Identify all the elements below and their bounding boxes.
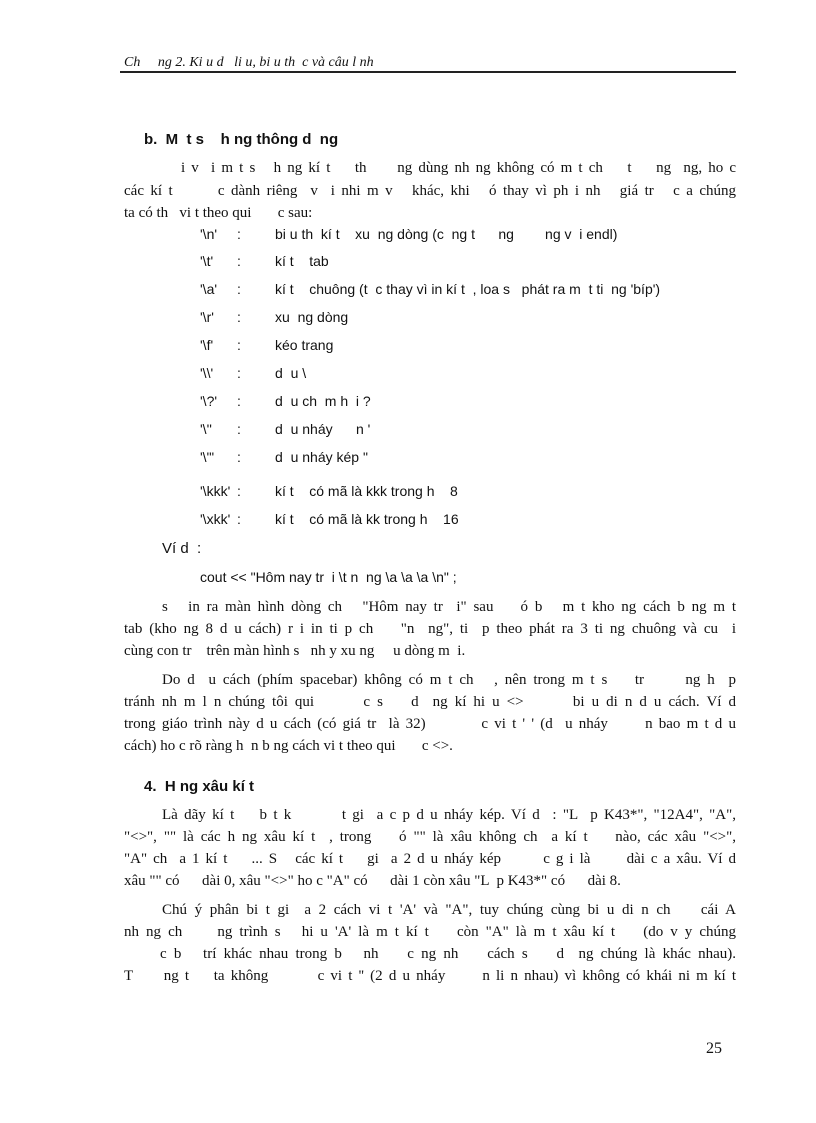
escape-description: bi u th kí t xu ng dòng (c ng t ng ng v i endl) [275, 226, 618, 242]
escape-code: '\?' [200, 393, 218, 409]
escape-description: d u nháy kép " [275, 449, 368, 465]
escape-code: '\\' [200, 365, 214, 381]
escape-colon: : [237, 511, 241, 527]
body-line: tránh nh m l n chúng tôi qui c s d ng kí hi u <> bi u di n d u cách. Ví d [124, 694, 736, 710]
intro-line: i v i m t s h ng kí t th ng dùng nh ng không có m t ch t ng ng, ho c [181, 160, 736, 176]
escape-row [0, 421, 816, 441]
escape-colon: : [237, 365, 241, 381]
body-line: c b trí khác nhau trong b nh c ng nh cách s d ng chúng là khác nhau). [124, 946, 737, 962]
escape-colon: : [237, 483, 241, 499]
escape-row [0, 365, 816, 385]
body-line: Do d u cách (phím spacebar) không có m t ch , nên trong m t s tr ng h p [162, 672, 736, 688]
escape-code: '\"' [200, 449, 215, 465]
escape-code: '\a' [200, 281, 218, 297]
escape-description: kéo trang [275, 337, 334, 353]
escape-code: '\t' [200, 253, 214, 269]
escape-row [0, 483, 816, 503]
escape-code: '\'' [200, 421, 212, 437]
escape-colon: : [237, 226, 241, 242]
escape-row [0, 281, 816, 301]
section-b-heading: b. M t s h ng thông d ng [144, 131, 339, 148]
body-line: trong giáo trình này d u cách (có giá tr là 32) c vi t ' ' (d u nháy n bao m t d u [124, 716, 736, 732]
body-line: Chú ý phân bi t gi a 2 cách vi t 'A' và "A", tuy chúng cùng bi u di n ch cái A [162, 902, 736, 918]
escape-colon: : [237, 253, 241, 269]
escape-row [0, 449, 816, 469]
body-line: Là dãy kí t b t k t gi a c p d u nháy kép. Ví d : "L p K43*", "12A4", "A", [162, 807, 736, 823]
escape-description: xu ng dòng [275, 309, 349, 325]
body-line: T ng t ta không c vi t '' (2 d u nháy n li n nhau) vì không có khái ni m kí t [124, 968, 736, 984]
body-line: nh ng ch ng trình s hi u 'A' là m t kí t còn "A" là m t xâu kí t (do v y chúng [124, 924, 736, 940]
escape-code: '\n' [200, 226, 218, 242]
escape-description: d u \ [275, 365, 307, 381]
header-rule [120, 71, 736, 73]
escape-colon: : [237, 337, 241, 353]
body-line: s in ra màn hình dòng ch "Hôm nay tr i" sau ó b m t kho ng cách b ng m t [162, 599, 736, 615]
escape-row [0, 337, 816, 357]
escape-row [0, 253, 816, 273]
intro-line: các kí t c dành riêng v i nhi m v khác, khi ó thay vì ph i nh giá tr c a chúng [124, 183, 736, 199]
escape-colon: : [237, 393, 241, 409]
example-label: Ví d : [162, 540, 202, 557]
page-number: 25 [706, 1040, 722, 1057]
escape-row [0, 393, 816, 413]
chapter-header: Ch ng 2. Ki u d li u, bi u th c và câu l nh [124, 55, 374, 70]
escape-description: d u ch m h i ? [275, 393, 371, 409]
escape-row [0, 309, 816, 329]
escape-colon: : [237, 309, 241, 325]
escape-description: kí t chuông (t c thay vì in kí t , loa s phát ra m t ti ng 'bíp') [275, 281, 661, 297]
body-line: xâu "" có dài 0, xâu "<>" ho c "A" có dài 1 còn xâu "L p K43*" có dài 8. [124, 873, 621, 889]
escape-description: d u nháy n ' [275, 421, 371, 437]
escape-row [0, 226, 816, 246]
escape-code: '\r' [200, 309, 214, 325]
intro-line: ta có th vi t theo qui c sau: [124, 205, 313, 221]
escape-colon: : [237, 421, 241, 437]
escape-description: kí t có mã là kkk trong h 8 [275, 483, 458, 499]
escape-description: kí t tab [275, 253, 329, 269]
escape-code: '\f' [200, 337, 214, 353]
body-line: tab (kho ng 8 d u cách) r i in ti p ch "n ng", ti p theo phát ra 3 ti ng chuông và cu i [124, 621, 736, 637]
body-line: cùng con tr trên màn hình s nh y xu ng u dòng m i. [124, 643, 466, 659]
escape-code: '\kkk' [200, 483, 231, 499]
escape-colon: : [237, 281, 241, 297]
escape-description: kí t có mã là kk trong h 16 [275, 511, 459, 527]
escape-colon: : [237, 449, 241, 465]
escape-row [0, 511, 816, 531]
section-4-heading: 4. H ng xâu kí t [144, 778, 255, 795]
body-line: "A" ch a 1 kí t ... S các kí t gi a 2 d u nháy kép c g i là dài c a xâu. Ví d [124, 851, 736, 867]
body-line: "<>", "" là các h ng xâu kí t , trong ó "" là xâu không ch a kí t nào, các xâu "<>", [124, 829, 736, 845]
example-code: cout << "Hôm nay tr i \t n ng \a \a \a \n" ; [200, 569, 457, 585]
escape-code: '\xkk' [200, 511, 231, 527]
body-line: cách) ho c rõ ràng h n b ng cách vi t theo qui c <>. [124, 738, 453, 754]
